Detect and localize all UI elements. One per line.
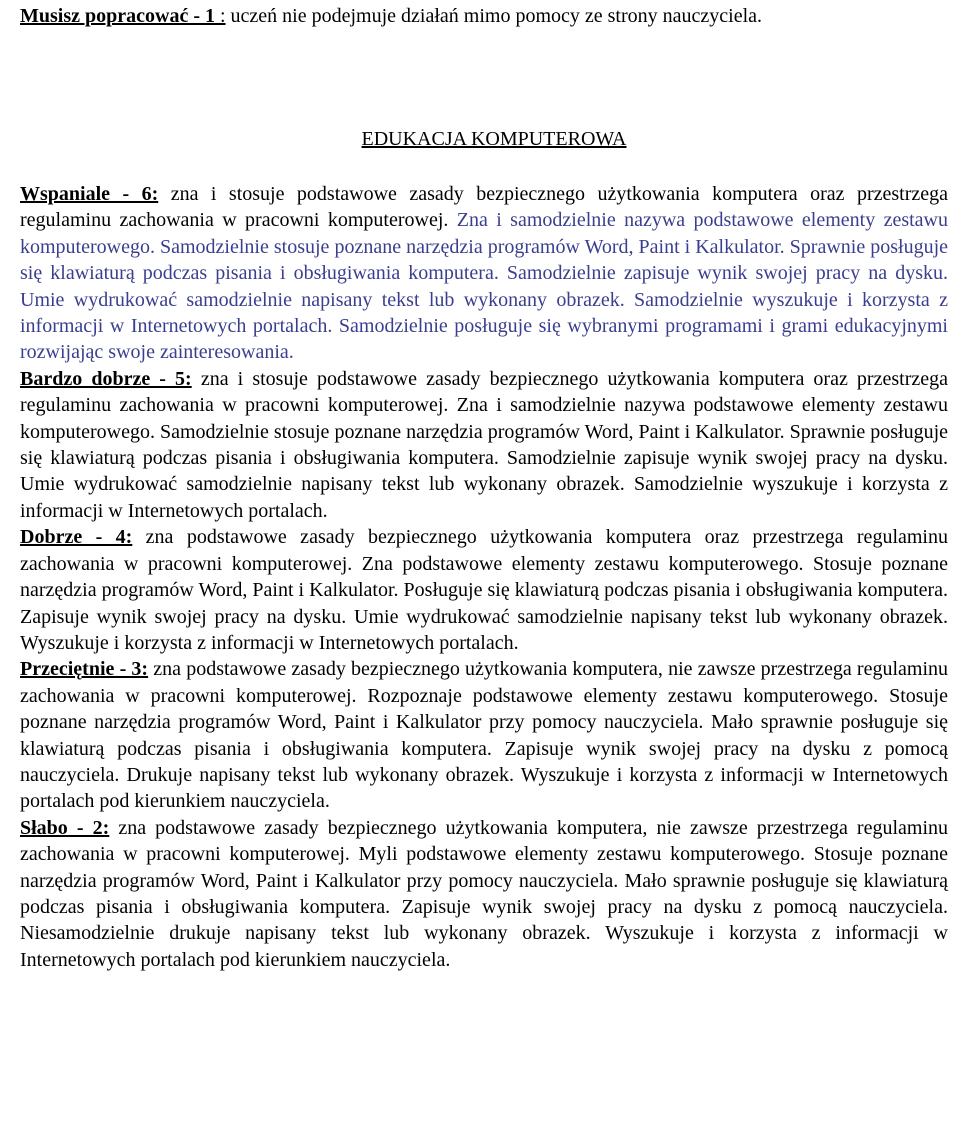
grade-5-label: Bardzo dobrze - 5: (20, 367, 192, 390)
grade-2-text: zna podstawowe zasady bezpiecznego użytkowania komputera, nie zawsze przestrzega regulaminu zachowania w pracowni komputerowej. Myli podstawowe elementy zestawu komputerowego. Stosuje poznane narzędzia programów Word, Paint i Kalkulator przy pomocy nauczyciela. Mało sprawnie posługuje się klawiaturą podczas pisania i obsługiwania komputera. Zapisuje wynik swojej pracy na dysku z pomocą nauczyciela. Niesamodzielnie drukuje napisany tekst lub wykonany obrazek. Wyszukuje i korzysta z informacji w Internetowych portalach pod kierunkiem nauczyciela. (20, 816, 949, 971)
grade-6-label: Wspaniale - 6: (20, 183, 159, 205)
grade-3-text: zna podstawowe zasady bezpiecznego użytkowania komputera, nie zawsze przestrzega regulaminu zachowania w pracowni komputerowej. Rozpoznaje podstawowe elementy zestawu komputerowego. Stosuje poznane narzędzia programów Word, Paint i Kalkulator przy pomocy nauczyciela. Mało sprawnie posługuje się klawiaturą podczas pisania i obsługiwania komputera. Zapisuje wynik swojej pracy na dysku z pomocą nauczyciela. Drukuje napisany tekst lub wykonany obrazek. Wyszukuje i korzysta z informacji w Internetowych portalach pod kierunkiem nauczyciela. (20, 658, 948, 813)
grade-6-text: zna i stosuje podstawowe zasady bezpiecznego użytkowania komputera oraz przestrzega regulaminu zachowania w pracowni komputerowej. (20, 183, 948, 232)
section-title: EDUKACJA KOMPUTEROWA (361, 128, 627, 150)
grade-5-paragraph (20, 366, 948, 524)
grade-5-text: zna i stosuje podstawowe zasady bezpiecznego użytkowania komputera oraz przestrzega regulaminu zachowania w pracowni komputerowej. Zna i samodzielnie nazywa podstawowe elementy zestawu komputerowego. Samodzielnie stosuje poznane narzędzia programów Word, Paint i Kalkulator. Sprawnie posługuje się klawiaturą podczas pisania i obsługiwania komputera. Samodzielnie zapisuje wynik swojej pracy na dysku. Umie wydrukować samodzielnie napisany tekst lub wykonany obrazek. Samodzielnie wyszukuje i korzysta z informacji w Internetowych portalach. (20, 367, 948, 522)
grade-4-label: Dobrze - 4: (20, 526, 133, 549)
grade-1-colon: : (214, 5, 226, 27)
grade-1-line (20, 4, 948, 28)
grade-6-paragraph (20, 181, 948, 366)
grade-6-text-continued: Zna i samodzielnie nazywa podstawowe elementy zestawu komputerowego. Samodzielnie stosuje poznane narzędzia programów Word, Paint i Kalkulator. Sprawnie posługuje się klawiaturą podczas pisania i obsługiwania komputera. Samodzielnie zapisuje wynik swojej pracy na dysku. Umie wydrukować samodzielnie napisany tekst lub wykonany obrazek. Samodzielnie wyszukuje i korzysta z informacji w Internetowych portalach. Samodzielnie posługuje się wybranymi programami i grami edukacyjnymi rozwijając swoje zainteresowania. (20, 209, 949, 364)
grade-3-paragraph (20, 656, 948, 814)
grade-1-description: uczeń nie podejmuje działań mimo pomocy ze strony nauczyciela. (225, 5, 763, 27)
grade-4-paragraph (20, 524, 948, 656)
grade-2-paragraph (20, 815, 948, 973)
grade-2-label: Słabo - 2: (20, 816, 110, 839)
grade-4-text: zna podstawowe zasady bezpiecznego użytkowania komputera oraz przestrzega regulaminu zachowania w pracowni komputerowej. Zna podstawowe elementy zestawu komputerowego. Stosuje poznane narzędzia programów Word, Paint i Kalkulator. Posługuje się klawiaturą podczas pisania i obsługiwania komputera. Zapisuje wynik swojej pracy na dysku. Umie wydrukować samodzielnie napisany tekst lub wykonany obrazek. Wyszukuje i korzysta z informacji w Internetowych portalach. (20, 526, 948, 654)
document-page (20, 0, 948, 973)
grade-3-label: Przeciętnie - 3: (20, 658, 149, 681)
grade-1-label: Musisz popracować - 1 (20, 5, 215, 27)
